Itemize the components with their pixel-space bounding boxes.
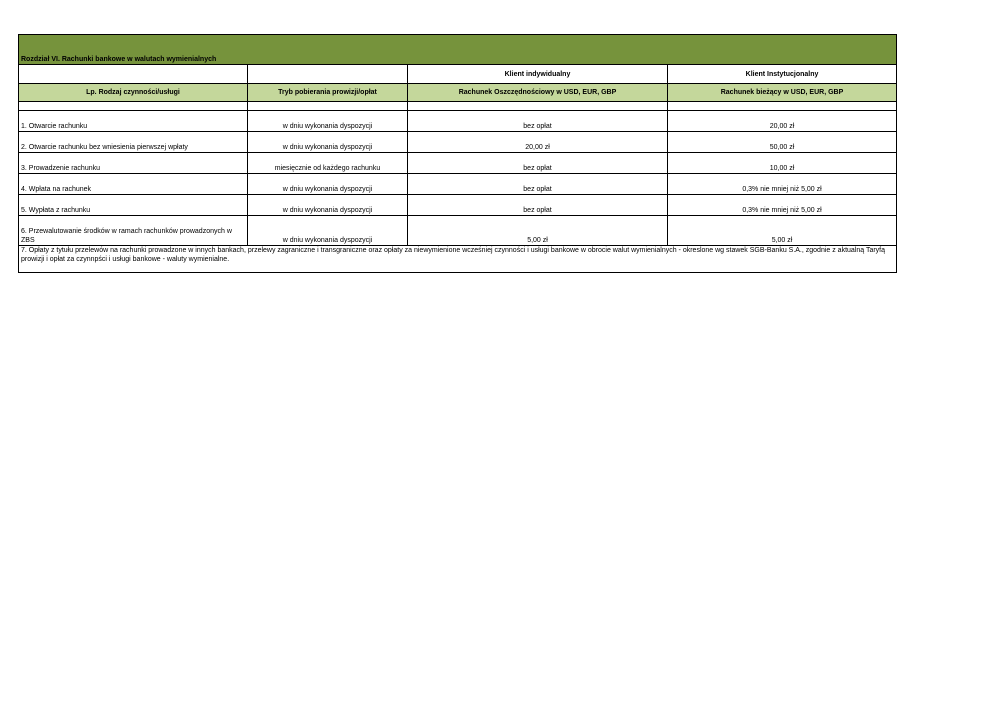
table-row bbox=[19, 132, 897, 153]
empty-header-cell bbox=[19, 65, 248, 84]
table-row bbox=[19, 216, 897, 246]
institutional-fee-cell: 0,3% nie mniej niż 5,00 zł bbox=[668, 174, 897, 195]
column-header-individual: Rachunek Oszczędnościowy w USD, EUR, GBP bbox=[408, 84, 668, 102]
table-row bbox=[19, 174, 897, 195]
table-row bbox=[19, 153, 897, 174]
individual-fee-cell: bez opłat bbox=[408, 111, 668, 132]
fee-table bbox=[18, 34, 897, 273]
mode-cell: w dniu wykonania dyspozycji bbox=[248, 132, 408, 153]
client-individual-header: Klient indywidualny bbox=[408, 65, 668, 84]
service-cell: 3. Prowadzenie rachunku bbox=[19, 153, 248, 174]
institutional-fee-cell: 0,3% nie mniej niż 5,00 zł bbox=[668, 195, 897, 216]
service-cell: 6. Przewalutowanie środków w ramach rachunków prowadzonych w ZBS bbox=[19, 216, 248, 246]
service-cell: 2. Otwarcie rachunku bez wniesienia pierwszej wpłaty bbox=[19, 132, 248, 153]
individual-fee-cell: bez opłat bbox=[408, 195, 668, 216]
service-cell: 4. Wpłata na rachunek bbox=[19, 174, 248, 195]
mode-cell: w dniu wykonania dyspozycji bbox=[248, 216, 408, 246]
client-institutional-header: Klient Instytucjonalny bbox=[668, 65, 897, 84]
table-row bbox=[19, 195, 897, 216]
section-title-row bbox=[19, 35, 897, 65]
footnote-text: 7. Opłaty z tytułu przelewów na rachunki prowadzone w innych bankach, przelewy zagraniczne i transgraniczne oraz opłaty za niewymienione wcześniej czynności i usługi bankowe w obrocie walut wymienialnych - okreslone wg stawek SGB-Banku S.A., zgodnie z aktualną Taryfą prowizji i opłat za czynnpści i usługi bankowe - waluty wymienialne. bbox=[19, 246, 897, 273]
column-header-service: Lp. Rodzaj czynności/usługi bbox=[19, 84, 248, 102]
column-header-institutional: Rachunek bieżący w USD, EUR, GBP bbox=[668, 84, 897, 102]
mode-cell: w dniu wykonania dyspozycji bbox=[248, 195, 408, 216]
mode-cell: miesięcznie od każdego rachunku bbox=[248, 153, 408, 174]
spacer-row bbox=[19, 102, 897, 111]
institutional-fee-cell: 20,00 zł bbox=[668, 111, 897, 132]
section-title: Rozdział VI. Rachunki bankowe w walutach wymienialnych bbox=[19, 35, 897, 65]
institutional-fee-cell: 10,00 zł bbox=[668, 153, 897, 174]
institutional-fee-cell: 5,00 zł bbox=[668, 216, 897, 246]
column-header-mode: Tryb pobierania prowizji/opłat bbox=[248, 84, 408, 102]
individual-fee-cell: bez opłat bbox=[408, 153, 668, 174]
mode-cell: w dniu wykonania dyspozycji bbox=[248, 174, 408, 195]
table-row bbox=[19, 111, 897, 132]
individual-fee-cell: 5,00 zł bbox=[408, 216, 668, 246]
column-header-row bbox=[19, 84, 897, 102]
institutional-fee-cell: 50,00 zł bbox=[668, 132, 897, 153]
service-cell: 1. Otwarcie rachunku bbox=[19, 111, 248, 132]
client-header-row bbox=[19, 65, 897, 84]
individual-fee-cell: 20,00 zł bbox=[408, 132, 668, 153]
service-cell: 5. Wypłata z rachunku bbox=[19, 195, 248, 216]
note-row bbox=[19, 246, 897, 273]
empty-header-cell bbox=[248, 65, 408, 84]
mode-cell: w dniu wykonania dyspozycji bbox=[248, 111, 408, 132]
individual-fee-cell: bez opłat bbox=[408, 174, 668, 195]
